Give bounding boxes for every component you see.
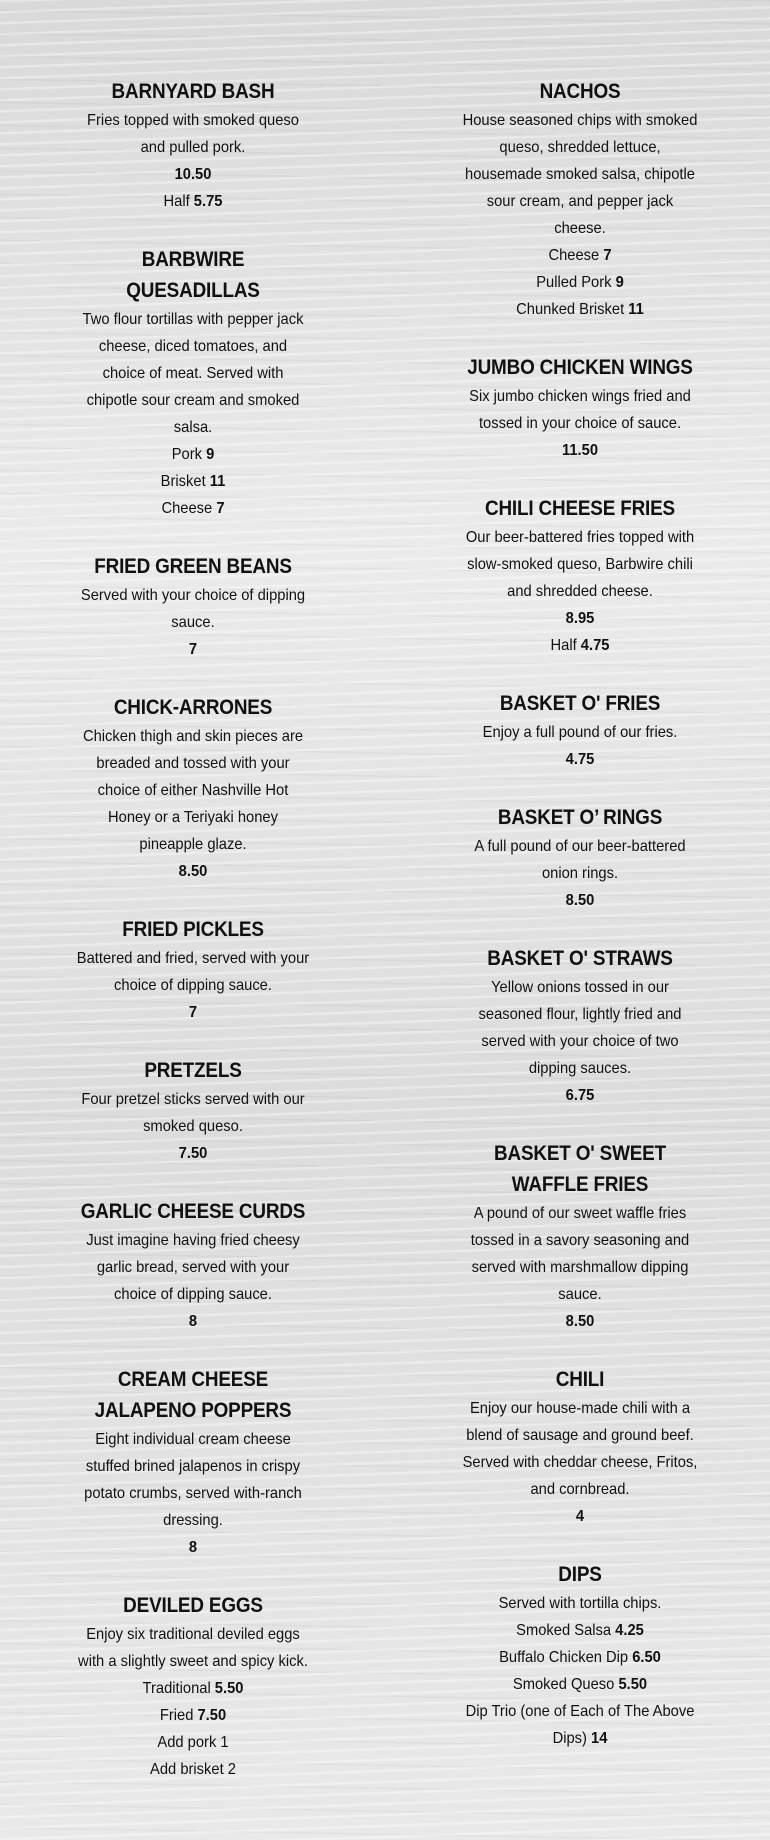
menu-item-description: Enjoy a full pound of our fries. <box>482 724 678 741</box>
price-line <box>460 1308 699 1335</box>
price-line <box>76 1308 310 1335</box>
price-line <box>460 296 699 323</box>
price-value: 4 <box>575 1508 585 1525</box>
menu-item-title: BASKET O' FRIES <box>499 692 661 715</box>
menu-item-description: Yellow onions tossed in our seasoned flour, lightly fried and served with your choice of two dipping sauces. <box>478 979 682 1077</box>
menu-item-basket-o-straws <box>450 943 710 1109</box>
price-line <box>460 1698 699 1752</box>
price-label: Add brisket 2 <box>150 1761 236 1778</box>
price-line <box>76 1675 310 1702</box>
price-line <box>460 1617 699 1644</box>
price-value: 11 <box>628 301 644 318</box>
price-value: 8 <box>188 1313 198 1330</box>
price-value: 5.50 <box>214 1680 244 1697</box>
menu-item-description: Just imagine having fried cheesy garlic bread, served with your choice of dipping sauce. <box>86 1232 300 1303</box>
price-line <box>460 746 699 773</box>
menu-item-description: A pound of our sweet waffle fries tossed in a savory seasoning and served with marshmallow dipping sauce. <box>470 1205 690 1303</box>
price-value: 14 <box>591 1730 608 1747</box>
price-line <box>76 1140 310 1167</box>
menu-item-barbwire-quesadillas <box>66 244 320 522</box>
price-label: Half <box>550 637 577 654</box>
price-line <box>76 495 310 522</box>
price-label: Add pork 1 <box>157 1734 229 1751</box>
price-line <box>76 1702 310 1729</box>
menu-item-fried-green-beans <box>66 551 320 663</box>
menu-item-description: Served with tortilla chips. <box>498 1595 662 1612</box>
menu-item-title: GARLIC CHEESE CURDS <box>80 1200 306 1223</box>
menu-item-fried-pickles <box>66 914 320 1026</box>
price-line <box>460 269 699 296</box>
menu-item-title: BARBWIRE QUESADILLAS <box>126 248 260 302</box>
menu-item-description: Chicken thigh and skin pieces are breaded and tossed with your choice of either Nashville Hot Honey or a Teriyaki honey pineapple glaze. <box>82 728 304 853</box>
price-value: 11.50 <box>561 442 599 459</box>
menu-item-title: BASKET O' STRAWS <box>487 947 673 970</box>
price-label: Cheese <box>548 247 600 264</box>
price-line <box>76 636 310 663</box>
menu-item-nachos <box>450 76 710 323</box>
menu-item-description: Two flour tortillas with pepper jack cheese, diced tomatoes, and choice of meat. Served with chipotle sour cream and smoked salsa. <box>82 311 304 436</box>
price-label: Cheese <box>161 500 213 517</box>
menu-item-title: PRETZELS <box>144 1059 242 1082</box>
price-line <box>460 887 699 914</box>
price-line <box>460 1503 699 1530</box>
price-label: Half <box>163 193 190 210</box>
price-label: Chunked Brisket <box>516 301 625 318</box>
price-value: 8.50 <box>178 863 208 880</box>
price-value: 7 <box>603 247 612 264</box>
price-line <box>460 242 699 269</box>
price-value: 4.75 <box>580 637 610 654</box>
menu-item-description: Four pretzel sticks served with our smoked queso. <box>81 1091 305 1135</box>
menu-item-basket-o-rings <box>450 802 710 914</box>
price-line <box>76 1729 310 1756</box>
price-line <box>460 1082 699 1109</box>
price-label: Smoked Queso <box>512 1676 615 1693</box>
menu-column-right <box>450 76 710 1840</box>
menu-item-basket-o-sweet-waffle-fries <box>450 1138 710 1335</box>
menu-item-title: BARNYARD BASH <box>111 80 275 103</box>
menu-item-description: Battered and fried, served with your choice of dipping sauce. <box>76 950 310 994</box>
price-value: 4.75 <box>565 751 595 768</box>
menu-item-description: Enjoy six traditional deviled eggs with a slightly sweet and spicy kick. <box>78 1626 308 1670</box>
menu-item-title: CHICK-ARRONES <box>113 696 273 719</box>
price-value: 10.50 <box>174 166 212 183</box>
menu-item-title: CREAM CHEESE JALAPENO POPPERS <box>94 1368 292 1422</box>
price-value: 11 <box>209 473 226 490</box>
price-label: Brisket <box>160 473 206 490</box>
price-line <box>76 999 310 1026</box>
menu-item-title: FRIED GREEN BEANS <box>94 555 292 578</box>
price-value: 7 <box>188 1004 198 1021</box>
price-line <box>76 1756 310 1783</box>
menu-item-jumbo-chicken-wings <box>450 352 710 464</box>
menu-item-description: Eight individual cream cheese stuffed brined jalapenos in crispy potato crumbs, served with-ranch dressing. <box>84 1431 302 1529</box>
menu-item-cream-cheese-jalapeno-poppers <box>66 1364 320 1561</box>
price-value: 7.50 <box>197 1707 227 1724</box>
menu-item-description: House seasoned chips with smoked queso, shredded lettuce, housemade smoked salsa, chipotle sour cream, and pepper jack cheese. <box>462 112 698 237</box>
price-label: Pork <box>171 446 202 463</box>
price-line <box>76 1534 310 1561</box>
price-value: 9 <box>206 446 215 463</box>
menu-item-title: CHILI <box>555 1368 605 1391</box>
price-label: Pulled Pork <box>536 274 612 291</box>
menu-item-title: BASKET O' SWEET WAFFLE FRIES <box>494 1142 666 1196</box>
menu-item-chili-cheese-fries <box>450 493 710 659</box>
menu-item-basket-o-fries <box>450 688 710 773</box>
menu-item-garlic-cheese-curds <box>66 1196 320 1335</box>
menu-item-barnyard-bash <box>66 76 320 215</box>
price-value: 7.50 <box>178 1145 208 1162</box>
price-line <box>76 188 310 215</box>
menu-item-deviled-eggs <box>66 1590 320 1783</box>
menu-item-chili <box>450 1364 710 1530</box>
price-label: Traditional <box>142 1680 211 1697</box>
price-value: 7 <box>216 500 225 517</box>
price-value: 8.95 <box>565 610 595 627</box>
menu-item-description: Fries topped with smoked queso and pulled pork. <box>87 112 299 156</box>
price-value: 5.50 <box>618 1676 648 1693</box>
menu-item-description: Our beer-battered fries topped with slow-smoked queso, Barbwire chili and shredded cheese. <box>465 529 695 600</box>
menu-item-title: BASKET O’ RINGS <box>497 806 663 829</box>
price-line <box>460 632 699 659</box>
menu-item-chick-arrones <box>66 692 320 885</box>
price-value: 9 <box>615 274 624 291</box>
menu-item-description: Six jumbo chicken wings fried and tossed in your choice of sauce. <box>469 388 691 432</box>
menu-item-dips <box>450 1559 710 1752</box>
price-line <box>76 858 310 885</box>
menu-column-left <box>66 76 320 1840</box>
price-value: 6.75 <box>565 1087 595 1104</box>
price-label: Buffalo Chicken Dip <box>499 1649 629 1666</box>
menu-item-description: Served with your choice of dipping sauce. <box>80 587 306 631</box>
price-label: Fried <box>159 1707 194 1724</box>
price-line <box>460 1671 699 1698</box>
price-value: 7 <box>188 641 198 658</box>
menu-item-pretzels <box>66 1055 320 1167</box>
menu-item-title: FRIED PICKLES <box>122 918 264 941</box>
price-line <box>76 468 310 495</box>
menu-item-description: A full pound of our beer-battered onion rings. <box>474 838 686 882</box>
menu-item-title: NACHOS <box>539 80 621 103</box>
menu-item-title: CHILI CHEESE FRIES <box>484 497 675 520</box>
menu-item-title: DEVILED EGGS <box>123 1594 263 1617</box>
menu-item-title: DIPS <box>558 1563 602 1586</box>
price-line <box>460 1644 699 1671</box>
price-value: 8 <box>188 1539 198 1556</box>
price-value: 5.75 <box>193 193 223 210</box>
price-label: Dip Trio (one of Each of The Above Dips) <box>465 1703 695 1747</box>
price-line <box>460 605 699 632</box>
price-line <box>460 437 699 464</box>
menu-item-description: Enjoy our house-made chili with a blend of sausage and ground beef. Served with cheddar cheese, Fritos, and cornbread. <box>462 1400 698 1498</box>
price-value: 4.25 <box>615 1622 644 1639</box>
price-line <box>76 441 310 468</box>
price-value: 8.50 <box>565 1313 595 1330</box>
price-label: Smoked Salsa <box>516 1622 612 1639</box>
price-value: 6.50 <box>632 1649 661 1666</box>
price-value: 8.50 <box>565 892 595 909</box>
price-line <box>76 161 310 188</box>
menu-item-title: JUMBO CHICKEN WINGS <box>467 356 693 379</box>
